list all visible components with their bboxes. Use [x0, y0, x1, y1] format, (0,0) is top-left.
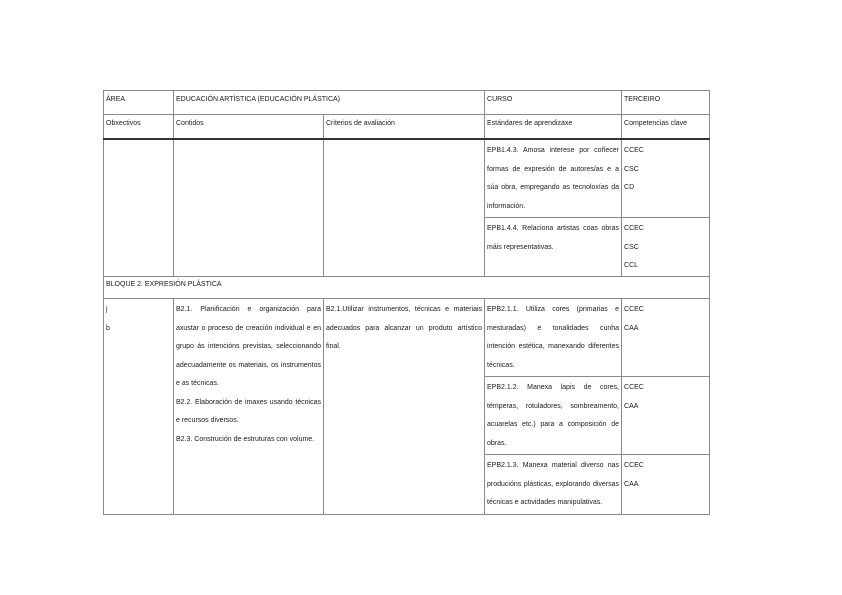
competence-code: CSC: [624, 243, 639, 251]
objective-code: j: [106, 306, 108, 313]
table-row: [104, 299, 710, 377]
table-row: [104, 139, 710, 218]
area-value: EDUCACIÓN ARTÍSTICA (EDUCACIÓN PLÁSTICA): [174, 91, 485, 115]
empty-cell: [324, 139, 485, 277]
competences-cell: [622, 218, 710, 277]
objectives-cell: [104, 299, 174, 515]
standard-cell: EPB2.1.1. Utiliza cores (primarias e mesturadas) e tonalidades cunha intención estética, manexando diferentes técnicas.: [485, 299, 622, 377]
header-row: [104, 91, 710, 115]
block-title: BLOQUE 2. EXPRESIÓN PLÁSTICA: [104, 277, 710, 299]
content-item: B2.3. Construción de estruturas con volume.: [176, 435, 315, 443]
competence-code: CCEC: [624, 225, 644, 232]
column-header: Obxectivos: [104, 115, 174, 140]
competence-code: CAA: [624, 402, 639, 410]
standard-cell: EPB2.1.3. Manexa material diverso nas producións plásticas, explorando diversas técnicas e actividades manipulativas.: [485, 455, 622, 515]
competence-code: CCEC: [624, 306, 644, 313]
column-header: Contidos: [174, 115, 324, 140]
competence-code: CCL: [624, 262, 639, 269]
column-header: Estándares de aprendizaxe: [485, 115, 622, 140]
competences-cell: [622, 377, 710, 455]
column-header-row: [104, 115, 710, 140]
curso-label: CURSO: [485, 91, 622, 115]
column-header: Criterios de avaliación: [324, 115, 485, 140]
curriculum-table: [103, 90, 710, 515]
competence-code: CCEC: [624, 462, 644, 469]
column-header: Competencias clave: [622, 115, 710, 140]
block-title-row: [104, 277, 710, 299]
empty-cell: [104, 139, 174, 277]
competence-code: CAA: [624, 324, 639, 332]
competence-code: CCEC: [624, 147, 644, 154]
criteria-cell: B2.1.Utilizar instrumentos, técnicas e materiais adecuados para alcanzar un produto artístico final.: [324, 299, 485, 515]
empty-cell: [174, 139, 324, 277]
contents-cell: [174, 299, 324, 515]
curso-value: TERCEIRO: [622, 91, 710, 115]
content-item: B2.2. Elaboración de imaxes usando técnicas e recursos diversos.: [176, 398, 321, 424]
standard-cell: EPB2.1.2. Manexa lapis de cores, témperas, rotuladores, sombreamento, acuarelas etc.) para a composición de obras.: [485, 377, 622, 455]
competences-cell: [622, 455, 710, 515]
objective-code: b: [106, 324, 110, 332]
standard-cell: EPB1.4.4. Relaciona artistas coas obras máis representativas.: [485, 218, 622, 277]
competences-cell: [622, 299, 710, 377]
competence-code: CSC: [624, 165, 639, 173]
competences-cell: [622, 139, 710, 218]
competence-code: CD: [624, 184, 635, 191]
competence-code: CAA: [624, 480, 639, 488]
competence-code: CCEC: [624, 384, 644, 391]
standard-cell: EPB1.4.3. Amosa interese por coñecer formas de expresión de autores/as e a súa obra, empregando as tecnoloxías da información.: [485, 139, 622, 218]
content-item: B2.1. Planificación e organización para axustar o proceso de creación individual e en grupo ás intencións previstas, seleccionando adecuadamente os materiais, os instrumentos e as técnicas.: [176, 306, 321, 387]
area-label: ÁREA: [104, 91, 174, 115]
